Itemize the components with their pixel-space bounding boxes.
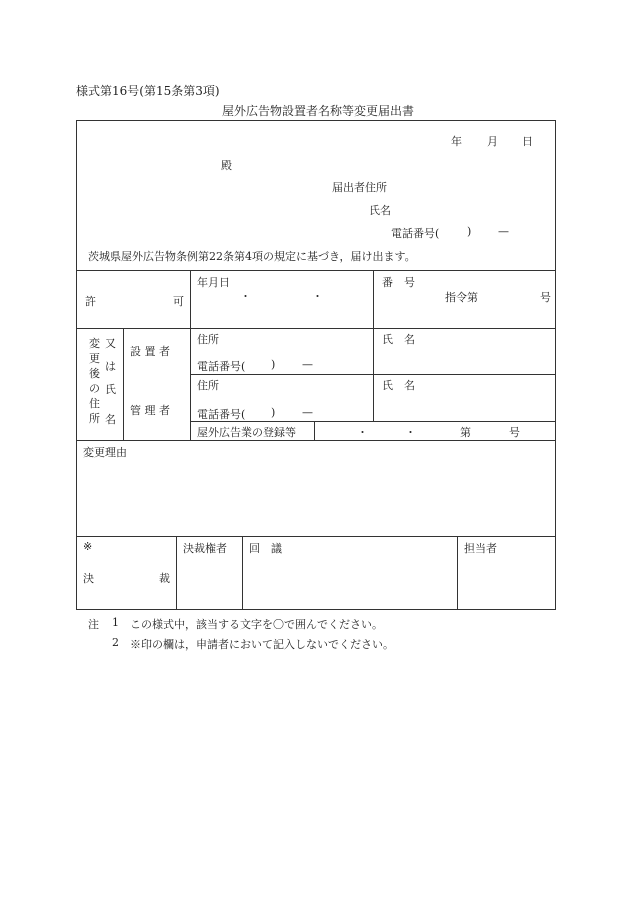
registration-dot-2: ・ [405,426,416,439]
decision-label-a: 決 [83,572,94,585]
date-year: 年 [451,135,462,148]
form-title: 屋外広告物設置者名称等変更届出書 [222,104,415,118]
circulation-label: 回 議 [249,542,282,555]
date-day: 日 [522,135,533,148]
change-reason-label: 変更理由 [83,446,127,459]
installer-phone-label: 電話番号( [197,360,246,373]
side-label-col2-3: 名 [105,413,116,426]
phone-dash: — [498,225,509,238]
note-2-number: 2 [112,636,119,649]
manager-phone-close: ) [271,406,276,419]
note-1-text: この様式中，該当する文字を〇で囲んでください。 [130,618,383,631]
person-in-charge-label: 担当者 [464,542,497,555]
permit-label-a: 許 [85,295,96,308]
addressee-suffix: 殿 [221,159,232,172]
manager-phone-label: 電話番号( [197,408,246,421]
registration-label: 屋外広告業の登録等 [197,426,296,439]
side-label-col2-1: は [105,360,116,373]
permit-label-b: 可 [173,295,184,308]
side-label-col1-0: 変 [89,337,100,350]
statement-text: 茨城県屋外広告物条例第22条第4項の規定に基づき，届け出ます。 [88,250,416,263]
manager-address-label: 住所 [197,379,219,392]
registration-go: 号 [509,426,520,439]
manager-phone-dash: — [302,406,313,419]
form-table [76,120,556,610]
installer-address-label: 住所 [197,333,219,346]
notifier-name-label: 氏名 [369,204,391,217]
form-number: 様式第16号(第15条第3項) [76,84,220,98]
registration-dai: 第 [460,426,471,439]
side-label-col1-1: 更 [89,352,100,365]
reference-mark: ※ [83,540,93,553]
permit-number-suffix: 号 [540,291,551,304]
permit-number-label: 番 号 [382,276,415,289]
permit-date-label: 年月日 [197,276,230,289]
phone-label: 電話番号( [391,227,440,240]
side-label-col2-2: 氏 [105,383,116,396]
note-2-text: ※印の欄は，申請者において記入しないでください。 [130,638,394,651]
installer-label: 設 置 者 [130,345,170,358]
installer-phone-close: ) [271,358,276,371]
side-label-col1-5: 所 [89,412,100,425]
manager-label: 管 理 者 [130,404,170,417]
installer-phone-dash: — [302,358,313,371]
note-1-number: 1 [112,616,119,629]
notes-prefix: 注 [88,618,99,631]
registration-dot-1: ・ [357,426,368,439]
installer-name-label: 氏 名 [382,333,415,346]
side-label-col1-4: 住 [89,397,100,410]
side-label-col1-3: の [89,382,100,395]
permit-date-dot-1: ・ [240,290,251,303]
side-label-col1-2: 後 [89,367,100,380]
side-label-col2-0: 又 [105,337,116,350]
permit-number-prefix: 指令第 [445,291,478,304]
phone-close-paren: ) [467,225,472,238]
authority-label: 決裁権者 [183,542,227,555]
manager-name-label: 氏 名 [382,379,415,392]
decision-label-b: 裁 [159,572,170,585]
date-month: 月 [487,135,498,148]
permit-date-dot-2: ・ [312,290,323,303]
notifier-address-label: 届出者住所 [332,181,387,194]
